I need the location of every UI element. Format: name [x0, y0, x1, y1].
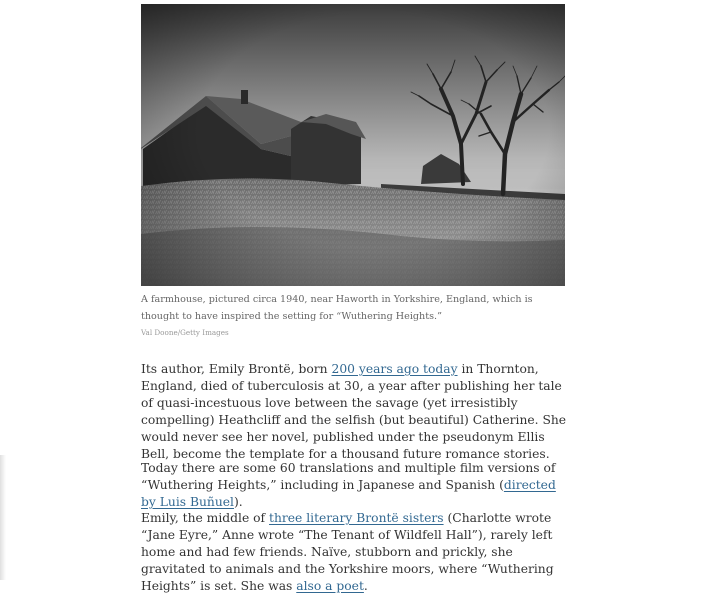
- photo-caption: A farmhouse, pictured circa 1940, near Haworth in Yorkshire, England, which is thought to have inspired the setting for “Wuthering Heights.”: [141, 294, 533, 322]
- bronte-sisters-link[interactable]: three literary Brontë sisters: [269, 511, 444, 525]
- farmhouse-photo-image: [141, 4, 565, 286]
- article-paragraph: Today there are some 60 translations and multiple film versions of “Wuthering Heights,” including in Japanese and Spanish (directed by Luis Buñuel).: [141, 461, 556, 509]
- 200-years-ago-link[interactable]: 200 years ago today: [331, 362, 458, 376]
- photo-credit: Val Doone/Getty Images: [141, 328, 229, 337]
- farmhouse-photo: [141, 4, 565, 286]
- viewport-edge-shadow: [0, 455, 6, 580]
- article-paragraph: Its author, Emily Brontë, born 200 years ago today in Thornton, England, died of tuberculosis at 30, a year after publishing her tale of quasi-incestuous love between the savage (yet irresistibly compelling) Heathcliff and the selfish (but beautiful) Catherine. She would never see her novel, published under the pseudonym Ellis Bell, become the template for a thousand future romance stories.: [141, 362, 567, 461]
- bunuel-film-link[interactable]: directed by Luis Buñuel: [141, 478, 556, 509]
- also-a-poet-link[interactable]: also a poet: [296, 579, 364, 593]
- article-paragraph: Emily, the middle of three literary Brontë sisters (Charlotte wrote “Jane Eyre,” Anne wrote “The Tenant of Wildfell Hall”), rarely left home and had few friends. Naïve, stubborn and prickly, she gravitated to animals and the Yorkshire moors, where “Wuthering Heights” is set. She was also a poet.: [141, 511, 554, 593]
